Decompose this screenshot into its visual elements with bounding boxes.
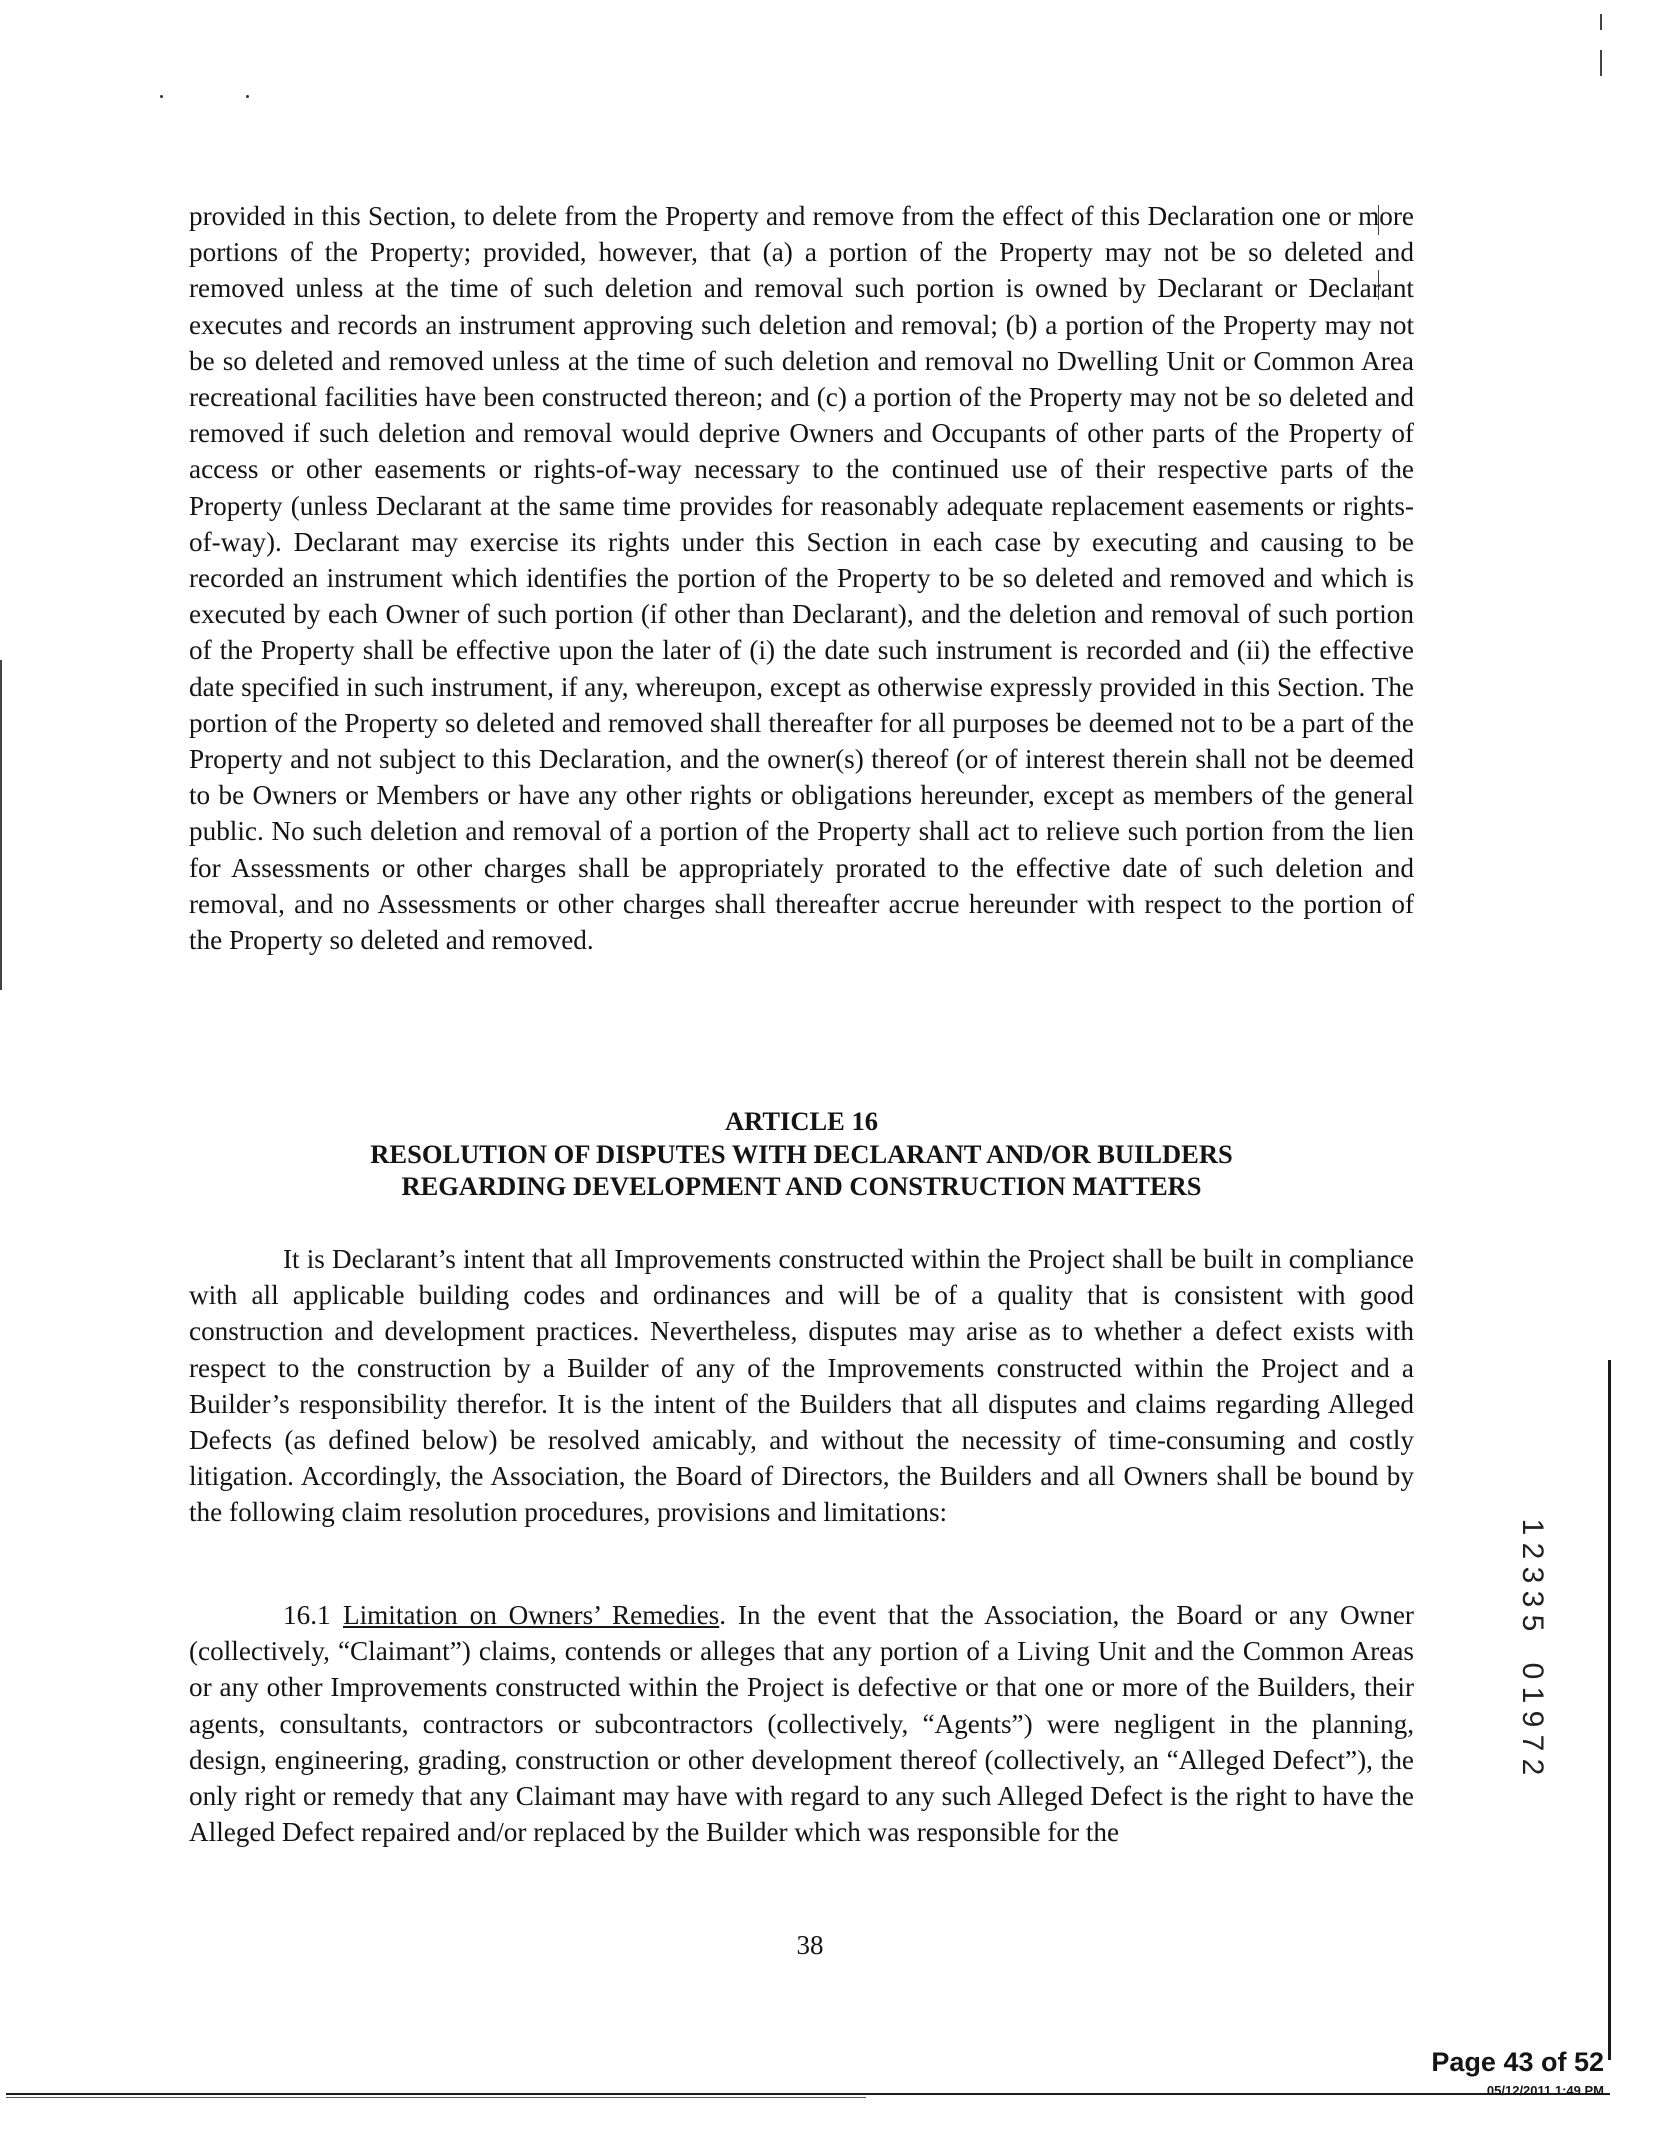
article-heading — [189, 1105, 1414, 1203]
scan-speck — [246, 95, 249, 98]
recording-stamp-char: 2 — [1516, 1758, 1549, 1776]
recording-stamp-char: 2 — [1516, 1542, 1549, 1560]
scan-speck — [160, 95, 163, 98]
recording-stamp — [1512, 1515, 1552, 1779]
scan-frame-right-line — [1608, 1360, 1611, 2060]
recording-stamp-char: 1 — [1516, 1518, 1549, 1536]
recording-stamp-char: 7 — [1516, 1734, 1549, 1752]
fax-footer — [1340, 2046, 1604, 2100]
scan-frame-bottom-shadow — [6, 2097, 866, 2098]
section-title: Limitation on Owners’ Remedies — [343, 1600, 720, 1630]
section-16-1-paragraph — [189, 1597, 1414, 1850]
fax-page-count: Page 43 of 52 — [1431, 2047, 1604, 2077]
article-number: ARTICLE 16 — [725, 1106, 878, 1136]
recording-stamp-char: 1 — [1516, 1686, 1549, 1704]
recording-stamp-char: 3 — [1516, 1566, 1549, 1584]
recording-stamp-char: 3 — [1516, 1590, 1549, 1608]
recording-stamp-text — [1512, 1515, 1552, 1779]
recording-stamp-char: 9 — [1516, 1710, 1549, 1728]
article-title-line-1: RESOLUTION OF DISPUTES WITH DECLARANT AND/OR BUILDERS — [370, 1138, 1233, 1169]
section-number: 16.1 — [283, 1600, 331, 1630]
section-text: . In the event that the Association, the Board or any Owner (collectively, “Claimant”) claims, contends or alleges that any portion of a Living Unit and the Common Areas or any other Improvements constructed within the Project is defective or that one or more of the Builders, their agents, consultants, contractors or subcontractors (collectively, “Agents”) were negligent in the planning, design, engineering, grading, construction or other development thereof (collectively, an “Alleged Defect”), the only right or remedy that any Claimant may have with regard to any such Alleged Defect is the right to have the Alleged Defect repaired and/or replaced by the Builder which was responsible for the — [189, 1600, 1414, 1848]
page-number: 38 — [796, 1930, 824, 1960]
article-title-line-2: REGARDING DEVELOPMENT AND CONSTRUCTION MATTERS — [401, 1171, 1202, 1201]
recording-stamp-char: 5 — [1516, 1614, 1549, 1632]
fax-datetime: 05/12/2011 1:49 PM — [1486, 2083, 1604, 2098]
article-intro-paragraph: It is Declarant’s intent that all Improvements constructed within the Project shall be built in compliance with all applicable building codes and ordinances and will be of a quality that is consistent with good construction and development practices. Nevertheless, disputes may arise as to whether a defect exists with respect to the construction by a Builder of any of the Improvements constructed within the Project and a Builder’s responsibility therefor. It is the intent of the Builders that all disputes and claims regarding Alleged Defects (as defined below) be resolved amicably, and without the necessity of time-consuming and costly litigation. Accordingly, the Association, the Board of Directors, the Builders and all Owners shall be bound by the following claim resolution procedures, provisions and limitations: — [189, 1244, 1414, 1528]
scan-edge-mark — [0, 660, 2, 990]
recording-stamp-char: 0 — [1516, 1662, 1549, 1680]
scan-edge-mark — [1600, 50, 1602, 76]
continued-paragraph: provided in this Section, to delete from the Property and remove from the effect of this Declaration one or more portions of the Property; provided, however, that (a) a portion of the Property may not be so deleted and removed unless at the time of such deletion and removal such portion is owned by Declarant or Declarant executes and records an instrument approving such deletion and removal; (b) a portion of the Property may not be so deleted and removed unless at the time of such deletion and removal no Dwelling Unit or Common Area recreational facilities have been constructed thereon; and (c) a portion of the Property may not be so deleted and removed if such deletion and removal would deprive Owners and Occupants of other parts of the Property of access or other easements or rights-of-way necessary to the continued use of their respective parts of the Property (unless Declarant at the same time provides for reasonably adequate replacement easements or rights-of-way). Declarant may exercise its rights under this Section in each case by executing and causing to be recorded an instrument which identifies the portion of the Property to be so deleted and removed and which is executed by each Owner of such portion (if other than Declarant), and the deletion and removal of such portion of the Property shall be effective upon the later of (i) the date such instrument is recorded and (ii) the effective date specified in such instrument, if any, whereupon, except as otherwise expressly provided in this Section. The portion of the Property so deleted and removed shall thereafter for all purposes be deemed not to be a part of the Property and not subject to this Declaration, and the owner(s) thereof (or of interest therein shall not be deemed to be Owners or Members or have any other rights or obligations hereunder, except as members of the general public. No such deletion and removal of a portion of the Property shall act to relieve such portion from the lien for Assessments or other charges shall be appropriately prorated to the effective date of such deletion and removal, and no Assessments or other charges shall thereafter accrue hereunder with respect to the portion of the Property so deleted and removed. — [189, 201, 1414, 956]
scan-edge-mark — [1600, 14, 1602, 30]
